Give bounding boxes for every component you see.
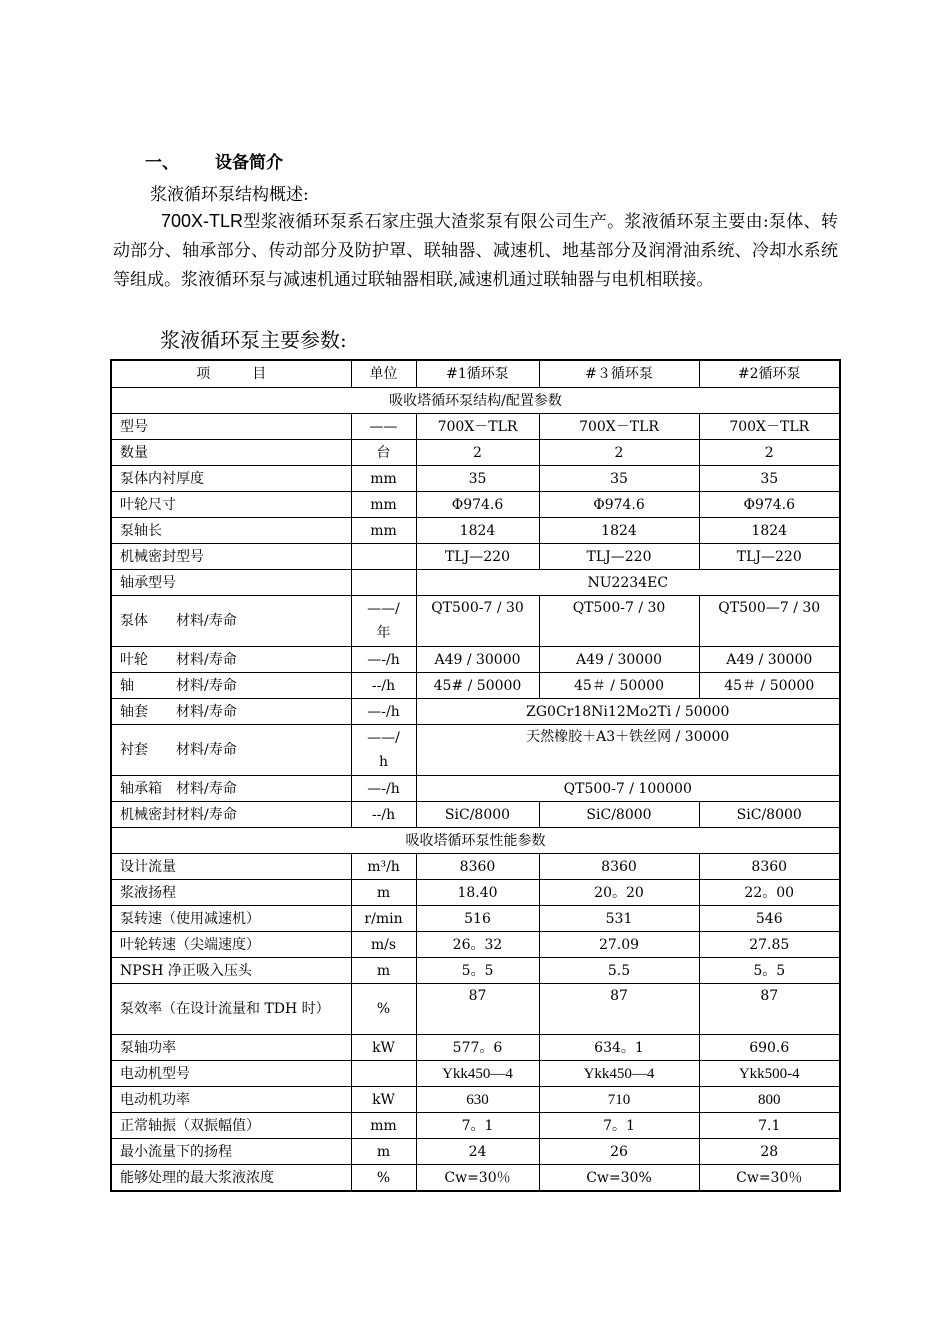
cell-p2: 7.1	[699, 1113, 840, 1139]
cell-item: 机械密封型号	[111, 544, 351, 570]
cell-item: 最小流量下的扬程	[111, 1139, 351, 1165]
cell-p2: SiC/8000	[699, 802, 840, 828]
cell-p3: 87	[539, 984, 699, 1035]
spec-table-body	[111, 360, 840, 1191]
cell-p1: 5。5	[416, 958, 539, 984]
cell-p3: 27.09	[539, 932, 699, 958]
cell-unit: kW	[351, 1035, 416, 1061]
cell-p2: 2	[699, 440, 840, 466]
cell-unit	[351, 570, 416, 596]
cell-p1: 630	[416, 1087, 539, 1113]
cell-item: 叶轮转速（尖端速度）	[111, 932, 351, 958]
subtitle: 浆液循环泵结构概述:	[150, 185, 309, 205]
cell-item: 衬套 材料/寿命	[111, 725, 351, 776]
cell-item: 叶轮 材料/寿命	[111, 647, 351, 673]
cell-unit: 台	[351, 440, 416, 466]
cell-item: 泵轴长	[111, 518, 351, 544]
cell-item: 浆液扬程	[111, 880, 351, 906]
cell-p1: Cw=30％	[416, 1165, 539, 1192]
section-label: 吸收塔循环泵结构/配置参数	[111, 388, 840, 414]
cell-item: 轴承箱 材料/寿命	[111, 776, 351, 802]
cell-p1: 18.40	[416, 880, 539, 906]
params-title: 浆液循环泵主要参数:	[160, 328, 347, 352]
cell-merged-value: NU2234EC	[416, 570, 840, 596]
cell-p2: 546	[699, 906, 840, 932]
section-title: 设备简介	[215, 153, 283, 173]
cell-unit-line-1: ——/	[367, 601, 400, 617]
table-row	[111, 699, 840, 725]
cell-item: 设计流量	[111, 854, 351, 880]
table-row	[111, 492, 840, 518]
cell-item: 正常轴振（双振幅值）	[111, 1113, 351, 1139]
table-row	[111, 958, 840, 984]
cell-p3: Cw=30%	[539, 1165, 699, 1192]
cell-unit	[351, 1061, 416, 1087]
cell-merged-value: 天然橡胶＋A3＋铁丝网 / 30000	[416, 725, 840, 776]
table-row	[111, 880, 840, 906]
cell-p2: 800	[699, 1087, 840, 1113]
cell-p1: 700X－TLR	[416, 414, 539, 440]
table-row	[111, 1087, 840, 1113]
cell-p2: 5。5	[699, 958, 840, 984]
cell-unit-line-1: ——/	[367, 730, 400, 746]
table-row	[111, 570, 840, 596]
table-row	[111, 984, 840, 1035]
table-row	[111, 1113, 840, 1139]
cell-item: NPSH 净正吸入压头	[111, 958, 351, 984]
cell-item: 轴承型号	[111, 570, 351, 596]
table-row	[111, 596, 840, 647]
cell-p1: A49 / 30000	[416, 647, 539, 673]
cell-p1: 7。1	[416, 1113, 539, 1139]
header-unit: 单位	[351, 360, 416, 388]
cell-p2: A49 / 30000	[699, 647, 840, 673]
cell-p3: 20。20	[539, 880, 699, 906]
cell-p1: 24	[416, 1139, 539, 1165]
table-row	[111, 854, 840, 880]
header-pump-2: #2循环泵	[699, 360, 840, 388]
cell-unit: m/s	[351, 932, 416, 958]
cell-p2: TLJ—220	[699, 544, 840, 570]
cell-unit: r/min	[351, 906, 416, 932]
table-row	[111, 932, 840, 958]
cell-unit: mm	[351, 466, 416, 492]
cell-unit: --/h	[351, 802, 416, 828]
header-item: 项 目	[111, 360, 351, 388]
cell-unit: —-/h	[351, 776, 416, 802]
cell-item: 泵轴功率	[111, 1035, 351, 1061]
table-row	[111, 776, 840, 802]
header-pump-1: #1循环泵	[416, 360, 539, 388]
cell-p3: 35	[539, 466, 699, 492]
cell-p3: 1824	[539, 518, 699, 544]
cell-p2: QT500—7 / 30	[699, 596, 840, 647]
cell-item: 叶轮尺寸	[111, 492, 351, 518]
cell-item: 轴套 材料/寿命	[111, 699, 351, 725]
cell-p3: 2	[539, 440, 699, 466]
cell-p3: 531	[539, 906, 699, 932]
table-row	[111, 802, 840, 828]
intro-paragraph	[113, 207, 838, 295]
cell-item: 型号	[111, 414, 351, 440]
cell-unit: —-/h	[351, 699, 416, 725]
cell-p1: Ykk450—4	[416, 1061, 539, 1087]
cell-p2: Cw=30％	[699, 1165, 840, 1192]
cell-unit: —-/h	[351, 647, 416, 673]
cell-p1: 2	[416, 440, 539, 466]
cell-item: 轴 材料/寿命	[111, 673, 351, 699]
cell-merged-value: ZG0Cr18Ni12Mo2Ti / 50000	[416, 699, 840, 725]
table-row	[111, 725, 840, 776]
cell-item: 机械密封材料/寿命	[111, 802, 351, 828]
cell-unit	[351, 725, 416, 776]
cell-unit	[351, 544, 416, 570]
section-row	[111, 388, 840, 414]
table-row	[111, 1035, 840, 1061]
cell-p3: 634。1	[539, 1035, 699, 1061]
table-row	[111, 544, 840, 570]
cell-p2: 35	[699, 466, 840, 492]
cell-unit: mm	[351, 1113, 416, 1139]
cell-p2: 87	[699, 984, 840, 1035]
cell-unit: mm	[351, 518, 416, 544]
cell-p3: 8360	[539, 854, 699, 880]
cell-item: 泵体 材料/寿命	[111, 596, 351, 647]
cell-p2: 1824	[699, 518, 840, 544]
header-pump-3: #３循环泵	[539, 360, 699, 388]
cell-unit: kW	[351, 1087, 416, 1113]
cell-p1: 8360	[416, 854, 539, 880]
table-row	[111, 673, 840, 699]
cell-unit: --/h	[351, 673, 416, 699]
cell-item: 泵转速（使用减速机）	[111, 906, 351, 932]
cell-p1: 577。6	[416, 1035, 539, 1061]
cell-unit: m	[351, 880, 416, 906]
cell-item: 电动机功率	[111, 1087, 351, 1113]
cell-p3: 5.5	[539, 958, 699, 984]
cell-p2: 28	[699, 1139, 840, 1165]
table-row	[111, 414, 840, 440]
section-row	[111, 828, 840, 854]
table-row	[111, 1165, 840, 1192]
cell-unit: ——	[351, 414, 416, 440]
cell-p3: SiC/8000	[539, 802, 699, 828]
cell-p2: 690.6	[699, 1035, 840, 1061]
cell-p3: 45＃ / 50000	[539, 673, 699, 699]
cell-p1: 26。32	[416, 932, 539, 958]
intro-text: 型浆液循环泵系石家庄强大渣浆泵有限公司生产。浆液循环泵主要由:泵体、转动部分、轴承部分、传动部分及防护罩、联轴器、减速机、地基部分及润滑油系统、冷却水系统等组成。浆液循环泵与减速机通过联轴器相联,减速机通过联轴器与电机相联接。	[113, 212, 838, 290]
cell-p3: 700X－TLR	[539, 414, 699, 440]
table-row	[111, 518, 840, 544]
cell-unit-line-2: 年	[376, 625, 391, 641]
cell-p1: 1824	[416, 518, 539, 544]
table-row	[111, 440, 840, 466]
cell-p2: 8360	[699, 854, 840, 880]
model-name: 700X-TLR	[161, 211, 244, 231]
cell-p1: 35	[416, 466, 539, 492]
cell-p1: 87	[416, 984, 539, 1035]
cell-p3: Φ974.6	[539, 492, 699, 518]
table-row	[111, 647, 840, 673]
table-row	[111, 906, 840, 932]
cell-unit	[351, 596, 416, 647]
cell-item: 数量	[111, 440, 351, 466]
table-header-row	[111, 360, 840, 388]
table-row	[111, 1061, 840, 1087]
cell-p1: 45# / 50000	[416, 673, 539, 699]
cell-merged-value: QT500-7 / 100000	[416, 776, 840, 802]
cell-p3: 7。1	[539, 1113, 699, 1139]
section-label: 吸收塔循环泵性能参数	[111, 828, 840, 854]
section-number: 一、	[145, 153, 179, 173]
cell-p1: 516	[416, 906, 539, 932]
cell-item: 能够处理的最大浆液浓度	[111, 1165, 351, 1192]
cell-p1: SiC/8000	[416, 802, 539, 828]
cell-p2: 45＃ / 50000	[699, 673, 840, 699]
cell-unit: m	[351, 958, 416, 984]
spec-table	[110, 359, 841, 1192]
cell-p1: Φ974.6	[416, 492, 539, 518]
cell-p3: A49 / 30000	[539, 647, 699, 673]
cell-p3: QT500-7 / 30	[539, 596, 699, 647]
cell-unit: %	[351, 984, 416, 1035]
cell-p2: 700X－TLR	[699, 414, 840, 440]
cell-item: 泵效率（在设计流量和 TDH 时）	[111, 984, 351, 1035]
cell-unit: m	[351, 1139, 416, 1165]
cell-p2: 22。00	[699, 880, 840, 906]
cell-unit: mm	[351, 492, 416, 518]
table-row	[111, 1139, 840, 1165]
cell-p3: 710	[539, 1087, 699, 1113]
cell-p2: 27.85	[699, 932, 840, 958]
section-heading	[145, 148, 283, 173]
cell-p3: 26	[539, 1139, 699, 1165]
cell-unit: %	[351, 1165, 416, 1192]
cell-p1: QT500-7 / 30	[416, 596, 539, 647]
table-row	[111, 466, 840, 492]
cell-p1: TLJ—220	[416, 544, 539, 570]
cell-unit: m³/h	[351, 854, 416, 880]
cell-p2: Ykk500-4	[699, 1061, 840, 1087]
cell-p2: Φ974.6	[699, 492, 840, 518]
cell-unit-line-2: h	[378, 754, 389, 770]
cell-p3: Ykk450—4	[539, 1061, 699, 1087]
cell-item: 电动机型号	[111, 1061, 351, 1087]
cell-item: 泵体内衬厚度	[111, 466, 351, 492]
cell-p3: TLJ—220	[539, 544, 699, 570]
